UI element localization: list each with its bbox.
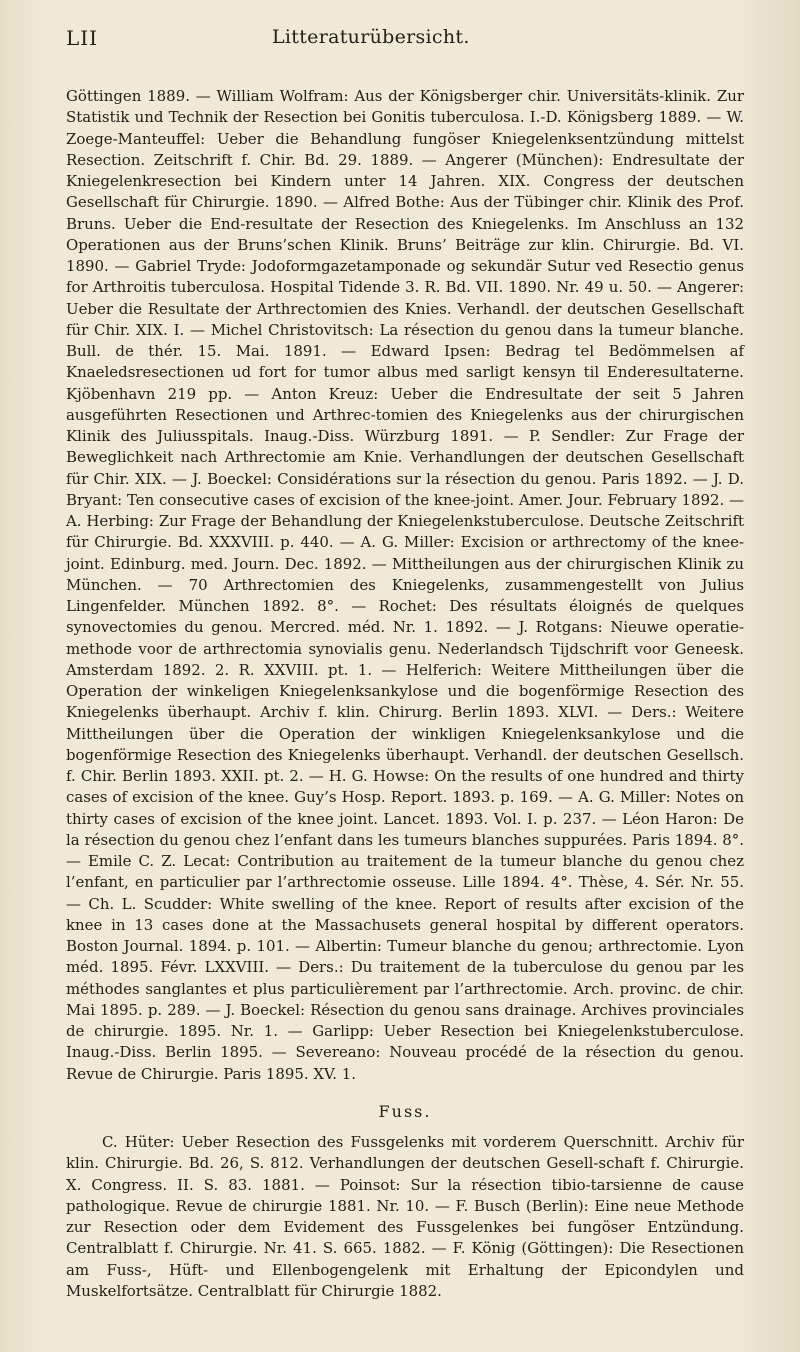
bibliography-paragraph-knee: Göttingen 1889. — William Wolfram: Aus der Königsberger chir. Universitäts-klinik. Zur Statistik und Technik der Resection bei Gonitis tuberculosa. I.-D. Königsberg 1889. — W. Zoege-Manteuffel: Ueber die Behandlung fungöser Kniegelenksentzündung mittelst Resection. Zeitschrift f. Chir. Bd. 29. 1889. — Angerer (München): Endresultate der Kniegelenkresection bei Kindern unter 14 Jahren. XIX. Congress der deutschen Gesellschaft für Chirurgie. 1890. — Alfred Bothe: Aus der Tübinger chir. Klinik des Prof. Bruns. Ueber die End-resultate der Resection des Kniegelenks. Im Anschluss an 132 Operationen aus der Bruns’schen Klinik. Bruns’ Beiträge zur klin. Chirurgie. Bd. VI. 1890. — Gabriel Tryde: Jodoformgazetamponade og sekundär Sutur ved Resectio genus for Arthroitis tuberculosa. Hospital Tidende 3. R. Bd. VII. 1890. Nr. 49 u. 50. — Angerer: Ueber die Resultate der Arthrectomien des Knies. Verhandl. der deutschen Gesellschaft für Chir. XIX. I. — Michel Christovitsch: La résection du genou dans la tumeur blanche. Bull. de thér. 15. Mai. 1891. — Edward Ipsen: Bedrag tel Bedömmelsen af Knaeledsresectionen ud fort for tumor albus med sarligt kensyn til Enderesultaterne. Kjöbenhavn 219 pp. — Anton Kreuz: Ueber die Endresultate der seit 5 Jahren ausgeführten Resectionen und Arthrec-tomien des Kniegelenks aus der chirurgischen Klinik des Juliusspitals. Inaug.-Diss. Würzburg 1891. — P. Sendler: Zur Frage der Beweglichkeit nach Arthrectomie am Knie. Verhandlungen der deutschen Gesellschaft für Chir. XIX. — J. Boeckel: Considérations sur la résection du genou. Paris 1892. — J. D. Bryant: Ten consecutive cases of excision of the knee-joint. Amer. Jour. February 1892. — A. Herbing: Zur Frage der Behandlung der Kniegelenkstuberculose. Deutsche Zeitschrift für Chirurgie. Bd. XXXVIII. p. 440. — A. G. Miller: Excision or arthrectomy of the knee-joint. Edinburg. med. Journ. Dec. 1892. — Mittheilungen aus der chirurgischen Klinik zu München. — 70 Arthrectomien des Kniegelenks, zusammengestellt von Julius Lingenfelder. München 1892. 8°. — Rochet: Des résultats éloignés de quelques synovectomies du genou. Mercred. méd. Nr. 1. 1892. — J. Rotgans: Nieuwe operatie-methode voor de arthrectomia synovialis genu. Nederlandsch Tijdschrift voor Geneesk. Amsterdam 1892. 2. R. XXVIII. pt. 1. — Helferich: Weitere Mittheilungen über die Operation der winkeligen Kniegelenksankylose und die bogenförmige Resection des Kniegelenks überhaupt. Archiv f. klin. Chirurg. Berlin 1893. XLVI. — Ders.: Weitere Mittheilungen über die Operation der winkligen Kniegelenksankylose und die bogenförmige Resection des Kniegelenks überhaupt. Verhandl. der deutschen Gesellsch. f. Chir. Berlin 1893. XXII. pt. 2. — H. G. Howse: On the results of one hundred and thirty cases of excision of the knee. Guy’s Hosp. Report. 1893. p. 169. — A. G. Miller: Notes on thirty cases of excision of the knee joint. Lancet. 1893. Vol. I. p. 237. — Léon Haron: De la résection du genou chez l’enfant dans les tumeurs blanches suppurées. Paris 1894. 8°. — Emile C. Z. Lecat: Contribution au traitement de la tumeur blanche du genou chez l’enfant, en particulier par l’arthrectomie osseuse. Lille 1894. 4°. Thèse, 4. Sér. Nr. 55. — Ch. L. Scudder: White swelling of the knee. Report of results after excision of the knee in 13 cases done at the Massachusets general hospital by different operators. Boston Journal. 1894. p. 101. — Albertin: Tumeur blanche du genou; arthrectomie. Lyon méd. 1895. Févr. LXXVIII. — Ders.: Du traitement de la tuberculose du genou par les méthodes sanglantes et plus particulièrement par l’arthrectomie. Arch. provinc. de chir. Mai 1895. p. 289. — J. Boeckel: Résection du genou sans drainage. Archives provinciales de chirurgie. 1895. Nr. 1. — Garlipp: Ueber Resection bei Kniegelenkstuberculose. Inaug.-Diss. Berlin 1895. — Severeano: Nouveau procédé de la résection du genou. Revue de Chirurgie. Paris 1895. XV. 1. (66, 87, 744, 1083)
bibliography-body (66, 86, 744, 1302)
section-heading-fuss: Fuss. (378, 1101, 432, 1121)
page-header (66, 26, 738, 54)
bibliography-paragraph-fuss: C. Hüter: Ueber Resection des Fussgelenks mit vorderem Querschnitt. Archiv für klin. Chirurgie. Bd. 26, S. 812. Verhandlungen der deutschen Gesell-schaft f. Chirurgie. X. Congress. II. S. 83. 1881. — Poinsot: Sur la résection tibio-tarsienne de cause pathologique. Revue de chirurgie 1881. Nr. 10. — F. Busch (Berlin): Eine neue Methode zur Resection oder dem Evidement des Fussgelenkes bei fungöser Entzündung. Centralblatt f. Chirurgie. Nr. 41. S. 665. 1882. — F. König (Göttingen): Die Resectionen am Fuss-, Hüft- und Ellenbogengelenk mit Erhaltung der Epicondylen und Muskelfortsätze. Centralblatt für Chirurgie 1882. (66, 1133, 744, 1300)
page-number: LII (66, 26, 99, 50)
running-head: Litteraturübersicht. (272, 26, 470, 48)
